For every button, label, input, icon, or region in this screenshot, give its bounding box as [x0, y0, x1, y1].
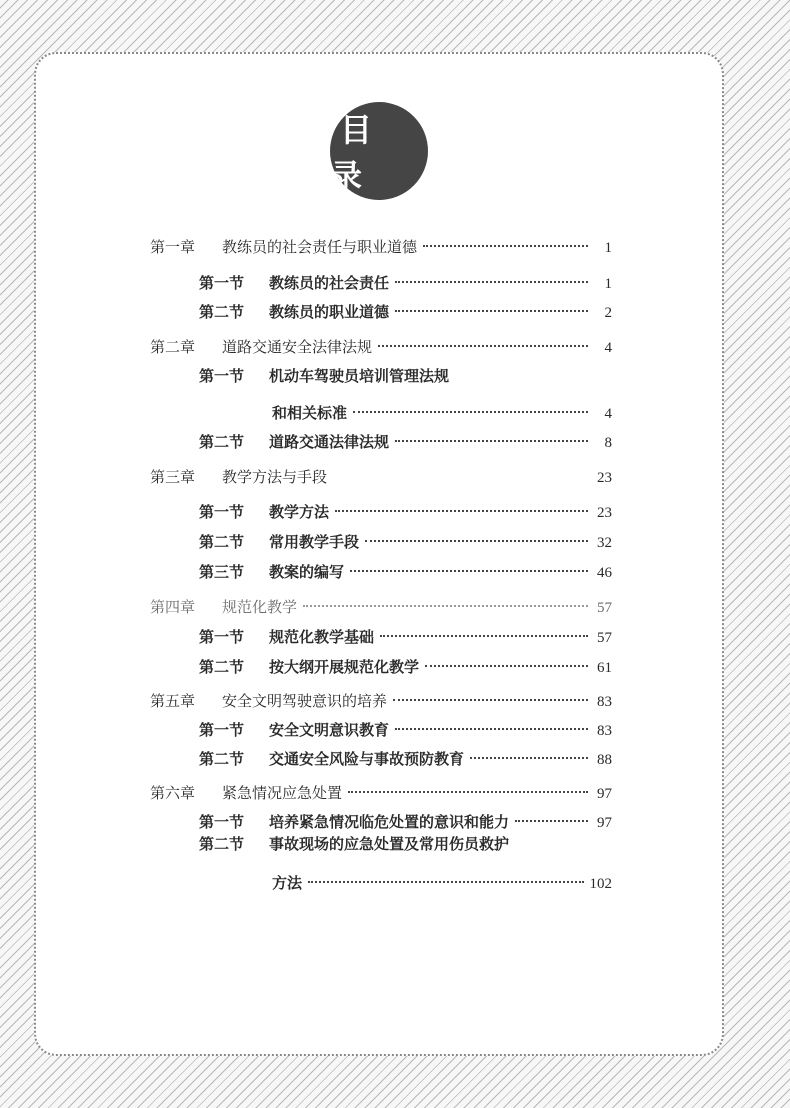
section-label: 第二节: [199, 433, 245, 451]
toc-section-4-1[interactable]: [199, 620, 612, 646]
chapter-title: 道路交通安全法律法规: [222, 338, 373, 356]
section-title-continued: 方法: [272, 874, 303, 892]
page-number: 61: [597, 660, 612, 676]
toc-section-2-1-continued[interactable]: [272, 396, 612, 422]
leader-dots: [393, 679, 588, 701]
toc-title: 目 录: [330, 111, 383, 195]
toc-section-1-2[interactable]: [199, 295, 612, 321]
page-number: 46: [597, 565, 612, 581]
leader-dots: [425, 645, 588, 667]
section-title: 规范化教学基础: [269, 628, 375, 646]
section-title: 道路交通法律法规: [269, 433, 390, 451]
section-title: 安全文明意识教育: [269, 721, 390, 739]
chapter-label: 第六章: [150, 784, 196, 802]
toc-section-3-2[interactable]: [199, 525, 612, 551]
leader-dots: [470, 737, 588, 759]
toc-section-5-2[interactable]: [199, 742, 612, 768]
page-number: 1: [604, 276, 612, 292]
section-title: 机动车驾驶员培训管理法规: [269, 367, 450, 385]
toc-section-6-1[interactable]: [199, 805, 612, 831]
toc-section-3-3[interactable]: [199, 555, 612, 581]
toc-section-3-1[interactable]: [199, 495, 612, 521]
chapter-label: 第一章: [150, 238, 196, 256]
leader-dots: [395, 708, 588, 730]
chapter-title: 安全文明驾驶意识的培养: [222, 692, 388, 710]
section-title: 按大纲开展规范化教学: [269, 658, 420, 676]
toc-section-2-2[interactable]: [199, 425, 612, 451]
section-label: 第三节: [199, 563, 245, 581]
page-number: 83: [597, 723, 612, 739]
leader-dots: [348, 771, 588, 793]
section-label: 第二节: [199, 750, 245, 768]
section-label: 第一节: [199, 813, 245, 831]
toc-section-6-2-continued[interactable]: [272, 866, 612, 892]
leader-dots: [303, 585, 588, 607]
section-label: 第二节: [199, 303, 245, 321]
leader-dots: [395, 420, 588, 442]
section-title: 教练员的社会责任: [269, 274, 390, 292]
toc-chapter-5[interactable]: [150, 684, 612, 710]
leader-dots: [335, 490, 588, 512]
leader-dots: [380, 615, 588, 637]
page-number: 97: [597, 815, 612, 831]
page-number: 88: [597, 752, 612, 768]
section-label: 第二节: [199, 658, 245, 676]
toc-chapter-1[interactable]: [150, 230, 612, 256]
section-label: 第二节: [199, 835, 245, 853]
section-label: 第一节: [199, 367, 245, 385]
section-title-continued: 和相关标准: [272, 404, 348, 422]
chapter-title: 紧急情况应急处置: [222, 784, 343, 802]
section-title: 教案的编写: [269, 563, 345, 581]
leader-dots: [378, 325, 588, 347]
section-title: 教学方法: [269, 503, 330, 521]
page-number: 23: [597, 505, 612, 521]
section-label: 第一节: [199, 628, 245, 646]
page-number: 8: [604, 435, 612, 451]
leader-dots: [395, 290, 588, 312]
leader-dots: [423, 225, 588, 247]
leader-dots: [353, 391, 588, 413]
section-title: 交通安全风险与事故预防教育: [269, 750, 465, 768]
section-title: 培养紧急情况临危处置的意识和能力: [269, 813, 510, 831]
leader-dots: [365, 520, 588, 542]
page-number: 4: [604, 406, 612, 422]
page-number: 57: [597, 600, 612, 616]
toc-chapter-4[interactable]: [150, 590, 612, 616]
section-title: 事故现场的应急处置及常用伤员救护: [269, 835, 510, 853]
toc-section-2-1[interactable]: [199, 366, 612, 386]
toc-chapter-6[interactable]: [150, 776, 612, 802]
page-number: 102: [589, 876, 612, 892]
page-number: 32: [597, 535, 612, 551]
section-label: 第一节: [199, 503, 245, 521]
chapter-title: 教练员的社会责任与职业道德: [222, 238, 418, 256]
chapter-label: 第四章: [150, 598, 196, 616]
page-number: 23: [597, 470, 612, 486]
section-label: 第二节: [199, 533, 245, 551]
leader-dots: [308, 861, 583, 883]
page-number: 57: [597, 630, 612, 646]
toc-section-5-1[interactable]: [199, 713, 612, 739]
toc-chapter-3[interactable]: [150, 460, 612, 486]
section-title: 常用教学手段: [269, 533, 360, 551]
section-label: 第一节: [199, 274, 245, 292]
page-number: 83: [597, 694, 612, 710]
leader-dots: [515, 800, 588, 822]
page-number: 2: [604, 305, 612, 321]
page-number: 4: [604, 340, 612, 356]
chapter-label: 第五章: [150, 692, 196, 710]
toc-chapter-2[interactable]: [150, 330, 612, 356]
chapter-title: 教学方法与手段: [222, 468, 328, 486]
leader-dots: [350, 550, 588, 572]
toc-section-1-1[interactable]: [199, 266, 612, 292]
leader-blank: [333, 455, 588, 477]
chapter-label: 第三章: [150, 468, 196, 486]
chapter-label: 第二章: [150, 338, 196, 356]
toc-section-6-2[interactable]: [199, 834, 612, 854]
section-title: 教练员的职业道德: [269, 303, 390, 321]
page-number: 97: [597, 786, 612, 802]
leader-dots: [395, 261, 588, 283]
section-label: 第一节: [199, 721, 245, 739]
page-number: 1: [604, 240, 612, 256]
chapter-title: 规范化教学: [222, 598, 298, 616]
toc-title-badge: [330, 102, 428, 200]
toc-section-4-2[interactable]: [199, 650, 612, 676]
